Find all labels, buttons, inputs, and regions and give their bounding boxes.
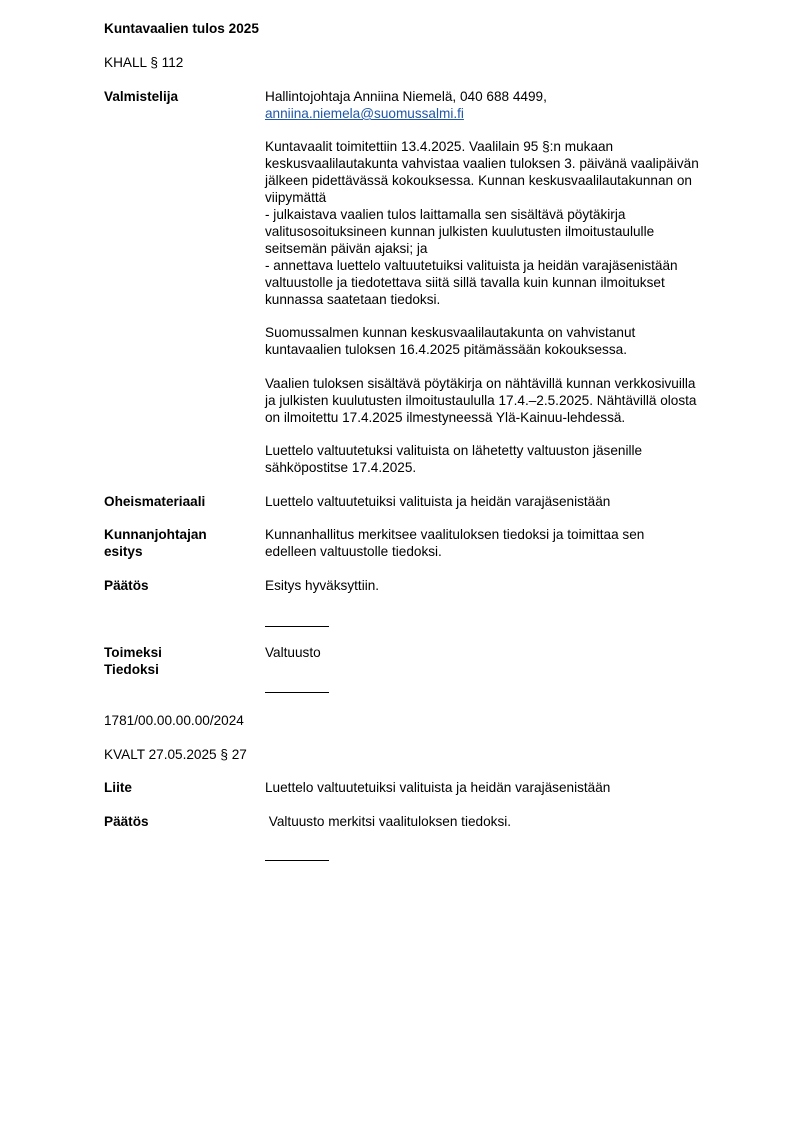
paragraph-line: Vaalien tuloksen sisältävä pöytäkirja on nähtävillä kunnan verkkosivuilla: [265, 376, 696, 391]
paragraph-line: kuntavaalien tuloksen 16.4.2025 pitämässään kokouksessa.: [265, 342, 627, 357]
divider-line: [265, 860, 329, 861]
paragraph-line: - julkaistava vaalien tulos laittamalla sen sisältävä pöytäkirja: [265, 207, 626, 222]
section-ref-kvalt: KVALT 27.05.2025 § 27: [104, 747, 247, 762]
paragraph-line: valtuustolle ja tiedotettava siitä sillä tavalla kuin kunnan ilmoitukset: [265, 275, 665, 290]
kunnanjohtajan-esitys-label-2: esitys: [104, 544, 143, 559]
paragraph-line: Kuntavaalit toimitettiin 13.4.2025. Vaalilain 95 §:n mukaan: [265, 139, 614, 154]
paragraph-line: sähköpostitse 17.4.2025.: [265, 460, 417, 475]
document-title: Kuntavaalien tulos 2025: [104, 21, 259, 36]
diary-number: 1781/00.00.00.00/2024: [104, 713, 244, 728]
paragraph-line: keskusvaalilautakunta vahvistaa vaalien tuloksen 3. päivänä vaalipäivän: [265, 156, 699, 171]
paragraph-line: - annettava luettelo valtuutetuiksi valituista ja heidän varajäsenistään: [265, 258, 678, 273]
kunnanjohtajan-esitys-text: Kunnanhallitus merkitsee vaalituloksen tiedoksi ja toimittaa sen: [265, 527, 645, 542]
divider-line: [265, 692, 329, 693]
paragraph-line: Luettelo valtuutetuksi valituista on lähetetty valtuuston jäsenille: [265, 443, 643, 458]
divider-line: [265, 626, 329, 627]
paatos-text-2: Valtuusto merkitsi vaalituloksen tiedoksi.: [265, 814, 512, 829]
paragraph-line: seitsemän päivän ajaksi; ja: [265, 241, 428, 256]
oheismateriaali-text: Luettelo valtuutetuiksi valituista ja heidän varajäsenistään: [265, 494, 611, 509]
valmistelija-label: Valmistelija: [104, 89, 179, 104]
paragraph-line: jälkeen pidettävässä kokouksessa. Kunnan keskusvaalilautakunnan on: [265, 173, 692, 188]
paatos-label: Päätös: [104, 578, 149, 593]
paragraph-line: viipymättä: [265, 190, 327, 205]
toimeksi-text: Valtuusto: [265, 645, 321, 660]
paatos-label-2: Päätös: [104, 814, 149, 829]
paatos-text: Esitys hyväksyttiin.: [265, 578, 380, 593]
paragraph-line: kunnassa saatetaan tiedoksi.: [265, 292, 441, 307]
oheismateriaali-label: Oheismateriaali: [104, 494, 206, 509]
paragraph-line: ja julkisten kuulutusten ilmoitustaululla 17.4.–2.5.2025. Nähtävillä olosta: [265, 393, 697, 408]
kunnanjohtajan-esitys-text-2: edelleen valtuustolle tiedoksi.: [265, 544, 442, 559]
paragraph-line: valitusosoituksineen kunnan julkisten kuulutusten ilmoitustaululle: [265, 224, 655, 239]
paragraph-line: Suomussalmen kunnan keskusvaalilautakunta on vahvistanut: [265, 325, 636, 340]
paragraph-line: on ilmoitettu 17.4.2025 ilmestyneessä Ylä-Kainuu-lehdessä.: [265, 410, 626, 425]
kunnanjohtajan-esitys-label: Kunnanjohtajan: [104, 527, 207, 542]
section-ref-khall: KHALL § 112: [104, 55, 184, 70]
tiedoksi-label: Tiedoksi: [104, 662, 159, 677]
valmistelija-email-link[interactable]: anniina.niemela@suomussalmi.fi: [265, 106, 464, 121]
valmistelija-contact: Hallintojohtaja Anniina Niemelä, 040 688 4499,: [265, 89, 547, 104]
liite-label: Liite: [104, 780, 132, 795]
liite-text: Luettelo valtuutetuiksi valituista ja heidän varajäsenistään: [265, 780, 611, 795]
toimeksi-label: Toimeksi: [104, 645, 162, 660]
